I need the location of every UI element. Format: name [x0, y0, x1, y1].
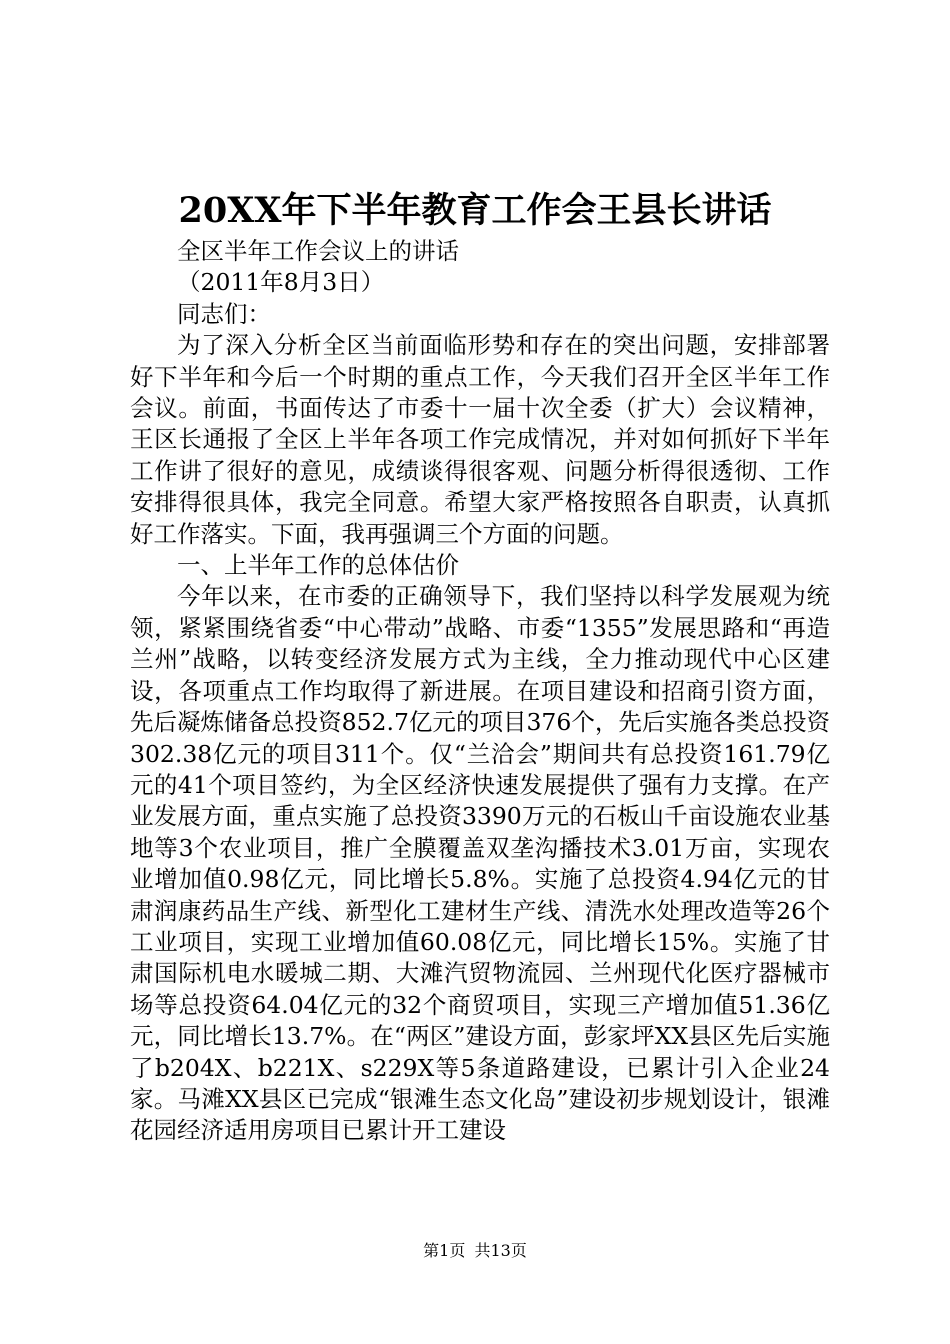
body-paragraph: 为了深入分析全区当前面临形势和存在的突出问题，安排部署好下半年和今后一个时期的重点工作，今天我们召开全区半年工作会议。前面，书面传达了市委十一届十次全委（扩大）会议精神，王区长通报了全区上半年各项工作完成情况，并对如何抓好下半年工作讲了很好的意见，成绩谈得很客观、问题分析得很透彻、工作安排得很具体，我完全同意。希望大家严格按照各自职责，认真抓好工作落实。下面，我再强调三个方面的问题。	[130, 331, 830, 548]
page-total: 共13页	[474, 1241, 527, 1260]
salutation: 同志们：	[177, 299, 271, 328]
speech-date: （2011年8月3日）	[177, 268, 385, 297]
page-footer	[0, 1240, 950, 1262]
body-paragraph: 今年以来，在市委的正确领导下，我们坚持以科学发展观为统领，紧紧围绕省委“中心带动”战略、市委“1355”发展思路和“再造兰州”战略，以转变经济发展方式为主线，全力推动现代中心区建设，各项重点工作均取得了新进展。在项目建设和招商引资方面，先后凝炼储备总投资852.7亿元的项目376个，先后实施各类总投资302.38亿元的项目311个。仅“兰洽会”期间共有总投资161.79亿元的41个项目签约，为全区经济快速发展提供了强有力支撑。在产业发展方面，重点实施了总投资3390万元的石板山千亩设施农业基地等3个农业项目，推广全膜覆盖双垄沟播技术3.01万亩，实现农业增加值0.98亿元，同比增长5.8%。实施了总投资4.94亿元的甘肃润康药品生产线、新型化工建材生产线、清洗水处理改造等26个工业项目，实现工业增加值60.08亿元，同比增长15%。实施了甘肃国际机电水暖城二期、大滩汽贸物流园、兰州现代化医疗器械市场等总投资64.04亿元的32个商贸项目，实现三产增加值51.36亿元，同比增长13.7%。在“两区”建设方面，彭家坪XX县区先后实施了b204X、b221X、s229X等5条道路建设，已累计引入企业24家。马滩XX县区已完成“银滩生态文化岛”建设初步规划设计，银滩花园经济适用房项目已累计开工建设	[130, 582, 830, 1145]
document-body	[130, 236, 830, 1147]
page-number: 第1页	[423, 1241, 466, 1260]
section-heading: 一、上半年工作的总体估价	[177, 551, 459, 580]
speech-subtitle: 全区半年工作会议上的讲话	[177, 237, 459, 265]
document-title: 20XX年下半年教育工作会王县长讲话	[178, 190, 772, 231]
